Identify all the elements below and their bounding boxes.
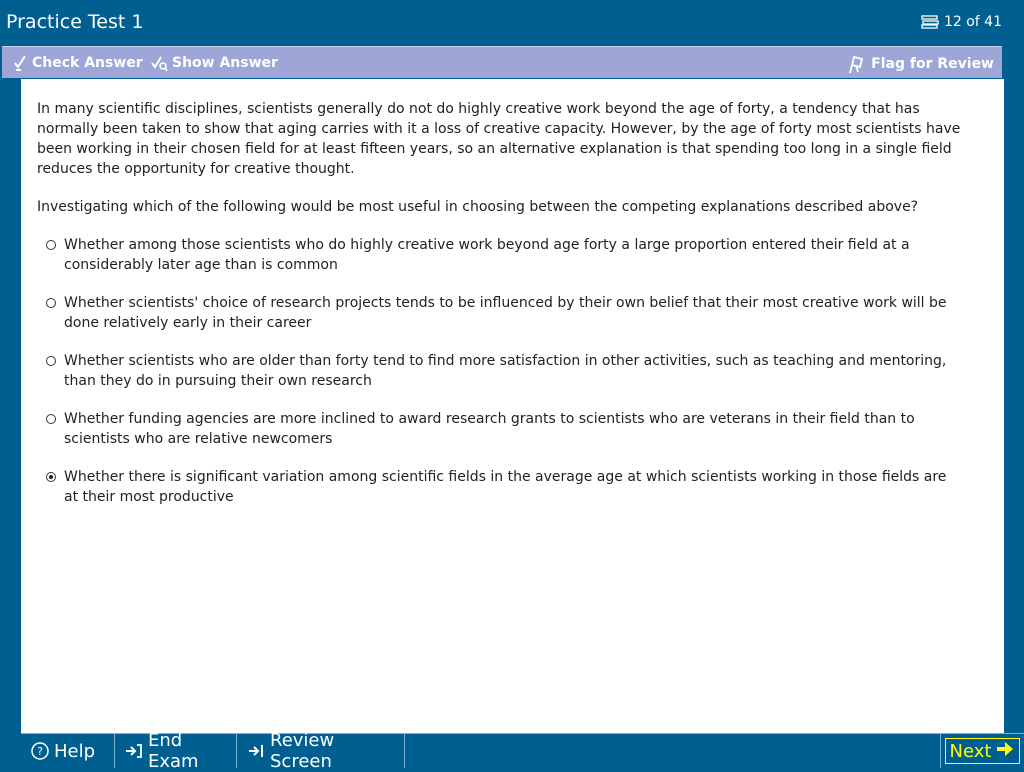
flag-icon	[847, 54, 867, 74]
help-button[interactable]	[21, 734, 115, 768]
answer-choice-5[interactable]	[45, 467, 955, 507]
answer-choice-2[interactable]	[45, 293, 955, 333]
review-screen-label: Review Screen	[270, 730, 335, 772]
end-exam-label: End Exam	[148, 730, 199, 772]
end-exam-button[interactable]	[115, 730, 237, 772]
title-bar	[0, 0, 1024, 44]
end-exam-icon	[125, 743, 143, 759]
show-answer-label: Show Answer	[172, 55, 278, 71]
show-answer-button[interactable]	[150, 54, 278, 72]
left-frame	[0, 79, 21, 768]
check-answer-label: Check Answer	[32, 55, 143, 71]
choice-text: Whether scientists who are older than forty tend to find more satisfaction in other activities, such as teaching and mentoring, than they do in pursuing their own research	[64, 353, 947, 389]
radio-button[interactable]	[46, 298, 56, 308]
answer-choices	[45, 235, 955, 525]
svg-text:?: ?	[37, 745, 43, 758]
review-screen-icon	[247, 743, 265, 759]
next-button-area	[940, 734, 1024, 768]
answer-choice-4[interactable]	[45, 409, 955, 449]
next-button[interactable]	[945, 738, 1021, 764]
question-panel	[21, 79, 1004, 733]
question-counter	[921, 14, 1002, 30]
flag-for-review-label: Flag for Review	[871, 56, 994, 72]
bottom-bar	[21, 730, 1024, 772]
choice-text: Whether among those scientists who do highly creative work beyond age forty a large proportion entered their field at a considerably later age than is common	[64, 237, 910, 273]
check-answer-button[interactable]	[12, 54, 143, 72]
pages-icon	[921, 15, 939, 29]
passage-text: In many scientific disciplines, scientists generally do not do highly creative work beyond the age of forty, a tendency that has normally been taken to show that aging carries with it a loss of creative capacity. However, by the age of forty most scientists have been working in their chosen field for at least fifteen years, so an alternative explanation is that spending too long in a single field reduces the opportunity for creative thought.	[37, 101, 961, 177]
toolbar	[2, 46, 1002, 78]
next-label: Next	[949, 740, 992, 762]
radio-button-selected[interactable]	[46, 472, 56, 482]
check-answer-icon	[12, 54, 28, 72]
radio-button[interactable]	[46, 240, 56, 250]
counter-text: 12 of 41	[943, 14, 1002, 30]
choice-text: Whether there is significant variation among scientific fields in the average age at which scientists working in those fields are at their most productive	[64, 469, 947, 505]
radio-button[interactable]	[46, 356, 56, 366]
help-label: Help	[54, 740, 96, 762]
arrow-right-icon	[995, 740, 1015, 763]
flag-for-review-button[interactable]	[847, 54, 994, 74]
app-title: Practice Test 1	[6, 11, 144, 33]
review-screen-button[interactable]	[237, 730, 405, 772]
answer-choice-1[interactable]	[45, 235, 955, 275]
choice-text: Whether scientists' choice of research projects tends to be influenced by their own belief that their most creative work will be done relatively early in their career	[64, 295, 947, 331]
radio-button[interactable]	[46, 414, 56, 424]
show-answer-icon	[150, 54, 168, 72]
choice-text: Whether funding agencies are more inclined to award research grants to scientists who are veterans in their field than to scientists who are relative newcomers	[64, 411, 915, 447]
question-stem: Investigating which of the following would be most useful in choosing between the competing explanations described above?	[37, 199, 919, 215]
help-icon	[31, 742, 49, 760]
answer-choice-3[interactable]	[45, 351, 955, 391]
